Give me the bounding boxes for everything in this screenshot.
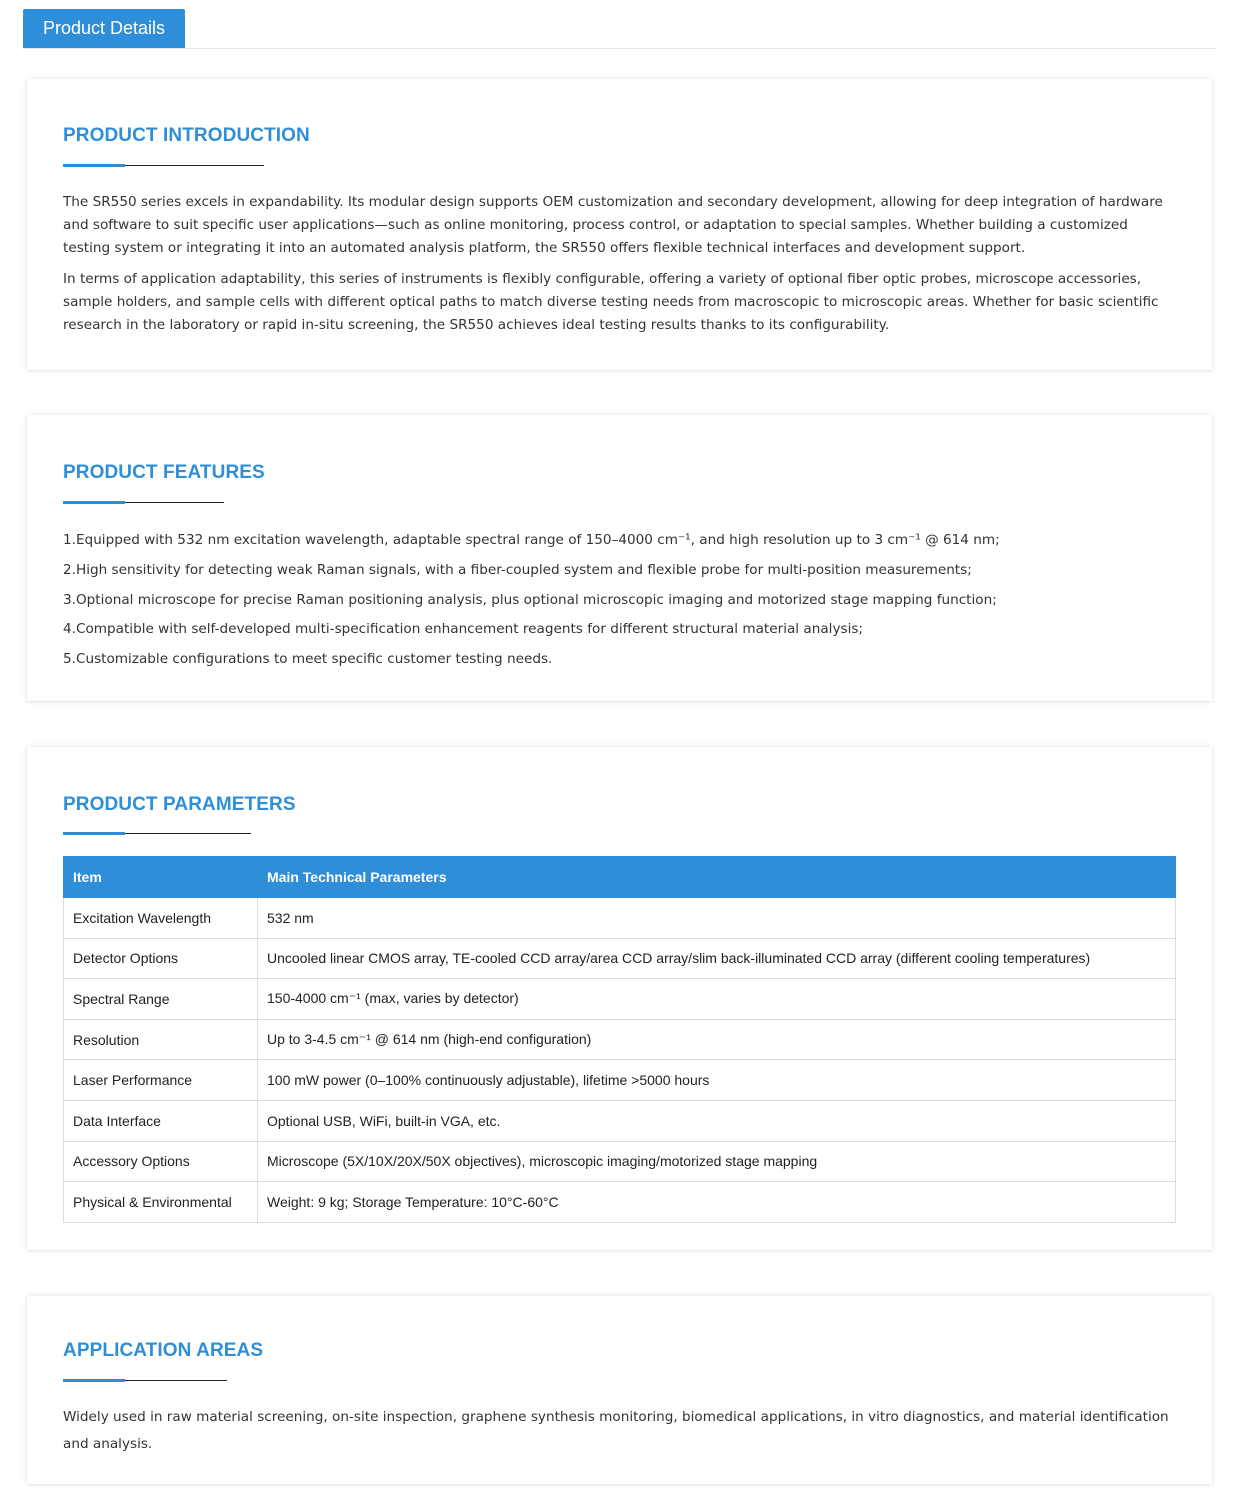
tab-product-details[interactable]: Product Details [23,9,185,48]
column-header-item: Item [64,857,258,898]
param-item: Resolution [64,1019,258,1060]
param-value: Optional USB, WiFi, built-in VGA, etc. [258,1100,1176,1141]
feature-item: 1.Equipped with 532 nm excitation wavelength, adaptable spectral range of 150–4000 cm⁻¹, and high resolution up to 3 cm⁻¹ @ 614 nm; [63,532,1000,548]
table-row [64,1019,1176,1060]
tab-bar [23,9,1216,49]
applications-text: Widely used in raw material screening, on-site inspection, graphene synthesis monitoring, biomedical applications, in vitro diagnostics, and material identification and analysis. [63,1409,1169,1452]
param-value: Microscope (5X/10X/20X/50X objectives), microscopic imaging/motorized stage mapping [258,1141,1176,1182]
introduction-paragraph: In terms of application adaptability, this series of instruments is flexibly configurable, offering a variety of optional fiber optic probes, microscope accessories, sample holders, and sample cells with different optical paths to match diverse testing needs from macroscopic to microscopic areas. Whether for basic scientific research in the laboratory or rapid in-situ screening, the SR550 achieves ideal testing results thanks to its configurability. [63,271,1159,333]
param-item: Physical & Environmental [64,1182,258,1223]
param-item: Excitation Wavelength [64,898,258,939]
features-list [63,528,1178,677]
param-value: Up to 3-4.5 cm⁻¹ @ 614 nm (high-end configuration) [258,1019,1176,1060]
param-value: 150-4000 cm⁻¹ (max, varies by detector) [258,979,1176,1020]
applications-card [27,1296,1212,1484]
column-header-parameters: Main Technical Parameters [258,857,1176,898]
parameters-table [63,856,1176,1223]
introduction-card [27,79,1212,370]
table-row [64,1100,1176,1141]
title-underline-accent [63,832,125,835]
feature-item: 2.High sensitivity for detecting weak Raman signals, with a fiber-coupled system and flexible probe for multi-position measurements; [63,561,972,578]
title-underline [63,502,224,503]
title-underline [63,165,264,166]
table-row [64,1060,1176,1101]
table-row [64,1182,1176,1223]
feature-item: 4.Compatible with self-developed multi-specification enhancement reagents for different structural material analysis; [63,621,864,638]
param-item: Spectral Range [64,979,258,1020]
table-row [64,898,1176,939]
param-item: Laser Performance [64,1060,258,1101]
introduction-title: PRODUCT INTRODUCTION [63,125,310,146]
param-value: 100 mW power (0–100% continuously adjustable), lifetime >5000 hours [258,1060,1176,1101]
param-value: Weight: 9 kg; Storage Temperature: 10°C-60°C [258,1182,1176,1223]
param-item: Data Interface [64,1100,258,1141]
table-row [64,979,1176,1020]
parameters-card [27,747,1212,1250]
param-item: Detector Options [64,938,258,979]
parameters-title: PRODUCT PARAMETERS [63,794,296,815]
param-value: 532 nm [258,898,1176,939]
table-header-row [64,857,1176,898]
title-underline [63,833,251,834]
title-underline-accent [63,164,125,167]
feature-item: 5.Customizable configurations to meet specific customer testing needs. [63,651,553,668]
title-underline-accent [63,1379,125,1382]
param-value: Uncooled linear CMOS array, TE-cooled CCD array/area CCD array/slim back-illuminated CCD array (different cooling temperatures) [258,938,1176,979]
title-underline [63,1380,227,1381]
features-title: PRODUCT FEATURES [63,462,265,483]
introduction-paragraph: The SR550 series excels in expandability. Its modular design supports OEM customization and secondary development, allowing for deep integration of hardware and software to suit specific user applications—such as online monitoring, process control, or adaptation to special samples. Whether building a customized testing system or integrating it into an automated analysis platform, the SR550 offers flexible technical interfaces and development support. [63,194,1163,256]
table-row [64,938,1176,979]
applications-title: APPLICATION AREAS [63,1340,264,1361]
title-underline-accent [63,501,125,504]
features-card [27,415,1212,701]
feature-item: 3.Optional microscope for precise Raman positioning analysis, plus optional microscopic imaging and motorized stage mapping function; [63,591,997,608]
param-item: Accessory Options [64,1141,258,1182]
table-row [64,1141,1176,1182]
